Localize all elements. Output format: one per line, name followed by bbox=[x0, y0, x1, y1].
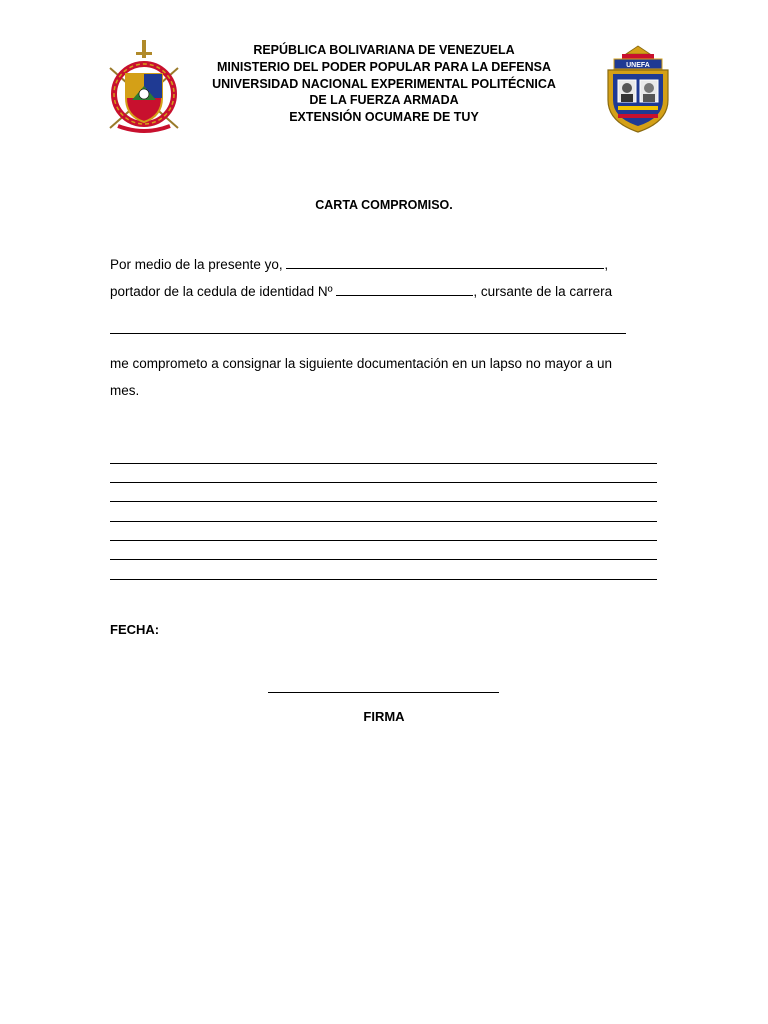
header-line-republic: REPÚBLICA BOLIVARIANA DE VENEZUELA bbox=[253, 43, 515, 57]
id-number-blank-field[interactable] bbox=[336, 284, 473, 296]
body-line-commitment: me comprometo a consignar la siguiente documentación en un lapso no mayor a un bbox=[110, 356, 613, 371]
documentation-blank-line[interactable] bbox=[110, 482, 657, 483]
ministry-of-defense-coat-of-arms-icon bbox=[104, 38, 184, 138]
name-prefix-text: Por medio de la presente yo, bbox=[110, 257, 283, 272]
unefa-university-shield-icon bbox=[604, 44, 672, 134]
documentation-blank-line[interactable] bbox=[110, 463, 657, 464]
documentation-blank-line[interactable] bbox=[110, 501, 657, 502]
signature-label: FIRMA bbox=[363, 709, 405, 724]
documentation-blank-line[interactable] bbox=[110, 521, 657, 522]
header-line-university: UNIVERSIDAD NACIONAL EXPERIMENTAL POLITÉCNICA bbox=[212, 76, 556, 91]
name-suffix-text: , bbox=[604, 257, 609, 272]
document-title: CARTA COMPROMISO. bbox=[315, 198, 453, 212]
body-line-month: mes. bbox=[110, 383, 140, 398]
career-blank-field[interactable] bbox=[110, 333, 626, 334]
header-line-ministry: MINISTERIO DEL PODER POPULAR PARA LA DEFENSA bbox=[216, 59, 552, 74]
documentation-blank-line[interactable] bbox=[110, 579, 657, 580]
body-line-name bbox=[110, 257, 608, 272]
id-suffix-text: , cursante de la carrera bbox=[473, 284, 613, 299]
header-line-extension: EXTENSIÓN OCUMARE DE TUY bbox=[289, 110, 479, 125]
name-blank-field[interactable] bbox=[286, 257, 604, 269]
documentation-blank-line[interactable] bbox=[110, 540, 657, 541]
documentation-blank-line[interactable] bbox=[110, 559, 657, 560]
body-line-id bbox=[110, 284, 612, 299]
id-prefix-text: portador de la cedula de identidad Nº bbox=[110, 284, 333, 299]
header-line-armed-force: DE LA FUERZA ARMADA bbox=[309, 93, 459, 108]
institution-header bbox=[200, 42, 568, 126]
signature-blank-field[interactable] bbox=[268, 692, 499, 693]
unefa-banner-text: UNEFA bbox=[626, 62, 650, 69]
date-label: FECHA: bbox=[110, 622, 160, 637]
